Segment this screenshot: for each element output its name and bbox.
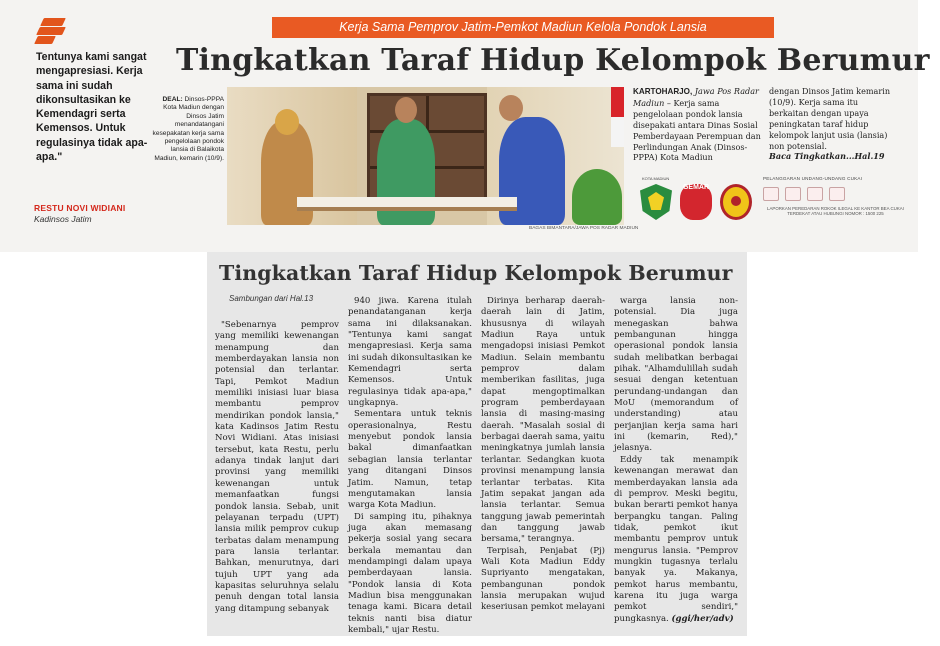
no-label-icon (785, 187, 801, 201)
city-seal-icon (720, 184, 752, 220)
article-column-1: "Sebenarnya pemprov yang memiliki kewenangan menampung dan memberdayakan lansia non potensial dan terlantar. Tapi, Pemkot Madiun memiliki inisiasi luar biasa membantu pemprov mendirikan pondok lansia," kata Kadinsos Jatim Restu Novi Widiani. Atas inisiasi tersebut, kata Restu, perlu adanya tindak lanjut dari provinsi yang memiliki kewenangan untuk memanfaatkan fungsi pondok lansia. Sebab, unit pelayanan terpadu (UPT) lansia milik pemprov cukup terbatas dalam menampung para lansia terlantar. Bahkan, menurutnya, dari tujuh UPT yang ada kapasitas seluruhnya selalu penuh dengan total lansia yang ditampung sebanyak (215, 320, 339, 614)
signing-photo (227, 87, 624, 225)
kota-madiun-emblem-icon (640, 184, 672, 220)
continuation-headline: Tingkatkan Taraf Hidup Kelompok Berumur (219, 261, 733, 285)
photo-caption (150, 96, 224, 163)
front-page-clipping (0, 0, 930, 252)
dateline: KARTOHARJO, (633, 87, 693, 96)
ad-text: LAPORKAN PEREDARAN ROKOK ILEGAL KE KANTOR BEA CUKAI TERDEKAT ATAU HUBUNGI NOMOR : 1500 225 (767, 206, 904, 217)
continue-link[interactable]: Baca Tingkatkan...Hal.19 (769, 151, 885, 162)
headline: Tingkatkan Taraf Hidup Kelompok Berumur (176, 43, 930, 78)
customs-ad (763, 176, 908, 224)
ad-icons (763, 187, 908, 201)
author-signature: (ggi/her/adv) (671, 613, 734, 624)
kicker-banner: Kerja Sama Pemprov Jatim-Pemkot Madiun Kelola Pondok Lansia (272, 17, 774, 38)
fake-stamp-icon (807, 187, 823, 201)
newspaper-logo-icon (36, 16, 68, 42)
pull-quote: Tentunya kami sangat mengapresiasi. Kerja sama ini sudah dikonsultasikan ke Kemendagri serta Kemensos. Untuk regulasinya tidak apa-apa." (36, 51, 148, 164)
article-column-2: 940 jiwa. Karena itulah penandatanganan kerja sama ini dilaksanakan. "Tentunya kami sangat mengapresiasi. Kerja sama ini sudah dikonsultasikan ke Kemendagri serta Kemensos. Untuk regulasinya tidak apa-apa," ungkapnya. Sementara untuk teknis operasionalnya, Restu menyebut pondok lansia bakal dimanfaatkan sebagian lansia terlantar yang ditangani Dinsos Jatim. Namun, tetap mengutamakan lansia warga Kota Madiun. Di samping itu, pihaknya juga akan memasang pekerja sosial yang secara berkala memantau dan mendampingi dalam upaya pemberdayaan lansia. "Pondok lansia di Kota Madiun bisa menggunakan tenaga kami. Bicara detail teknis nanti bisa diatur kembali," ujar Restu. (348, 296, 472, 635)
article-column-4: warga lansia non-potensial. Dia juga menegaskan bahwa pembangunan hingga operasional pondok lansia sudah melibatkan berbagai pihak. "Alhamdulillah sudah sesuai dengan ketentuan perundang-undangan dan MoU (memorandum of understanding) atau perjanjian kerja sama hari ini (kemarin, Red)," jelasnya. Eddy tak menampik kewenangan merawat dan memberdayakan lansia ada di pemprov. Meski begitu, bukan berarti pemkot hanya berpangku tangan. Paling tidak, pemkot ikut membantu pemprov untuk mengurus lansia. "Pemprov mungkin tugasnya terlalu banyak ya. Makanya, pemkot harus membantu, karena itu juga warga pemkot sendiri," pungkasnya. (ggi/her/adv) (614, 296, 738, 624)
quote-author-role: Kadinsos Jatim (34, 214, 92, 224)
caption-text: Dinsos-PPPA Kota Madiun dengan Dinsos Jatim menandatangani kesepakatan kerja sama pengelolaan pondok lansia di Balaikota Madiun, kemarin (10/9). (152, 96, 224, 162)
continuation-clipping (207, 252, 747, 636)
lead-text-1: – Kerja sama pengelolaan pondok lansia disepakati antara Dinas Sosial Pemberdayaan Perempuan dan Perlindungan Anak (Dinsos-PPPA) Kota Madiun (633, 97, 761, 163)
cigarette-icon (763, 187, 779, 201)
quote-author-name: RESTU NOVI WIDIANI (34, 203, 126, 213)
lead-source: Jawa Pos Radar Madiun (633, 86, 759, 108)
continued-from: Sambungan dari Hal.13 (229, 294, 314, 303)
sponsor-logos (640, 176, 760, 224)
ad-title: PELANGGARAN UNDANG-UNDANG CUKAI (763, 176, 863, 181)
logo-label: KOTA MADIUN (642, 176, 670, 181)
lead-text-2: dengan Dinsos Jatim kemarin (10/9). Kerja sama itu berkaitan dengan upaya peningkatan taraf hidup kelompok lanjut usia (lansia) non potensial. (769, 86, 891, 151)
caption-label: DEAL: (162, 96, 183, 103)
used-stamp-icon (829, 187, 845, 201)
article-column-3: Dirinya berharap daerah-daerah lain di Jatim, khususnya di wilayah Madiun Raya untuk mengadopsi inisiasi Pemkot Madiun. Selain membantu pemprov dalam memberikan fasilitas, juga dapat mengoptimalkan program pemberdayaan lansia di masing-masing daerah. "Masalah sosial di berbagai daerah sama, yaitu meningkatnya jumlah lansia terlantar. Sedangkan kuota provinsi menampung lansia terlantar terbatas. Kita Jatim sepakat jangan ada lansia terlantar. Semua tanggung jawab pemerintah dan tanggung jawab bersama," terangnya. Terpisah, Penjabat (Pj) Wali Kota Madiun Eddy Supriyanto mengatakan, pembangunan pondok lansia merupakan wujud keseriusan pemkot melayani (481, 296, 605, 613)
photo-credit: BAGAS BIMANTARA/JAWA POS RADAR MADIUN (529, 226, 639, 231)
gemar-logo-icon: GEMAR (680, 184, 712, 220)
